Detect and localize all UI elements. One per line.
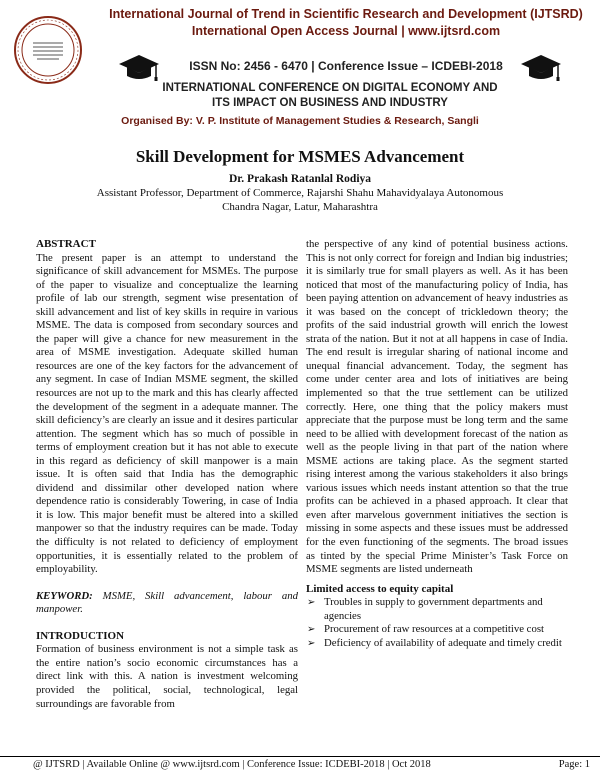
journal-subtitle: International Open Access Journal | www.ijtsrd.com xyxy=(191,24,501,38)
page-number: Page: 1 xyxy=(558,759,590,770)
footer-citation: @ IJTSRD | Available Online @ www.ijtsrd.com | Conference Issue: ICDEBI-2018 | Oct 2018 xyxy=(33,759,431,770)
keywords-text: MSME, Skill advancement, labour and manpower. xyxy=(36,589,298,616)
abstract-heading: ABSTRACT xyxy=(36,238,96,250)
issues-list xyxy=(306,596,568,650)
section-subheading: Limited access to equity capital xyxy=(306,582,454,595)
keywords-label: KEYWORD: xyxy=(36,589,93,602)
issn-line: ISSN No: 2456 - 6470 | Conference Issue – ICDEBI-2018 xyxy=(189,59,503,73)
author-affiliation: Assistant Professor, Department of Commerce, Rajarshi Shahu Mahavidyalaya Autonomous xyxy=(96,187,504,199)
conference-title-line1: INTERNATIONAL CONFERENCE ON DIGITAL ECONOMY AND xyxy=(162,82,498,94)
introduction-text: Formation of business environment is not a simple task as the entire nation’s socio economic circumstances has a direct link with this. A nation is investment welcoming provided the political, social, technological, legal surroundings are favorable from xyxy=(36,643,298,710)
organiser-line: Organised By: V. P. Institute of Management Studies & Research, Sangli xyxy=(121,115,479,127)
journal-header xyxy=(0,0,600,140)
keywords xyxy=(36,590,298,617)
list-item: ➢ Deficiency of availability of adequate and timely credit xyxy=(306,637,568,651)
conference-title-line2: ITS IMPACT ON BUSINESS AND INDUSTRY xyxy=(212,97,448,109)
author-name: Dr. Prakash Ratanlal Rodiya xyxy=(228,173,372,185)
list-item: ➢ Troubles in supply to government departments and agencies xyxy=(306,596,568,623)
right-column xyxy=(306,238,568,650)
paper-title: Skill Development for MSMES Advancement xyxy=(135,147,465,166)
author-location: Chandra Nagar, Latur, Maharashtra xyxy=(222,201,378,213)
introduction-heading: INTRODUCTION xyxy=(36,629,125,642)
list-item: ➢ Procurement of raw resources at a competitive cost xyxy=(306,623,568,637)
right-column-text: the perspective of any kind of potential business actions. This is not only correct for foreign and Indian big industries; it is similarly true for small players as well. As it has been noticed that most of the manufacturing policy of India, has been paying attention on advancement of heavy industries as it was based on the concept of trickledown theory; the profits of the said industrial growth will enrich the lowest strata of the nation. But it not at all happens in case of India. The end result is irregular sharing of national income and unequal financial advancement. Today, the segment has come under center area and lots of initiatives are being implemented so that the true settlement can be utilized correctly. Here, one thing that the policy makers must appreciate that the purpose must be long term and the same need to be allied with development forecast of the nation as well as the people living in that part of the nation where MSME actions are taking place. As the segment started rising interest among the various stakeholders it also brings various issues which needs instant attention so that the true profits can be achieved in a phased approach. It clear that even after marvelous government initiatives the section is missing in some aspects and these issues must be addressed for the even functioning of the segments. The broad issues as tinted by the special Prime Minister’s Task Force on MSME segments are listed underneath xyxy=(306,238,568,576)
left-column xyxy=(36,238,298,711)
abstract-text: The present paper is an attempt to understand the significance of skill advancement for MSMEs. The purpose of the paper to visualize and conceptualize the learning profile of lab our strength, segment wise presentation of skill advancement and list of key skills in require in various MSME. The data is composed from secondary sources and the paper will give a chance for new measurement in the area of MSME investigation. Adequate skilled human resources are one of the key factors for the advancement of any segment. In case of Indian MSME segment, the skilled resources are not up to the mark and this has clearly affected the development of the segment in a adequate manner. The skill deficiency’s are clearly an issue and it desires particular attention. The segment which has so much of possible in terms of employment creation but it has not able to execute in this regard as deficiency of skill manpower is a main issue. It is often said that India has the demographic dividend and dissimilar other developed nation where dependence ratio is considerably Towering, in case of India it is low. This major benefit must be altered into a skilled manpower so that the industry requires can be made. Today the difficulty is not related to deficiency of employment opportunities, it is essentially related to the problem of employability. xyxy=(36,251,298,576)
page-footer xyxy=(0,756,600,776)
journal-seal-icon xyxy=(13,15,83,85)
journal-title: International Journal of Trend in Scientific Research and Development (IJTSRD) xyxy=(109,7,583,21)
